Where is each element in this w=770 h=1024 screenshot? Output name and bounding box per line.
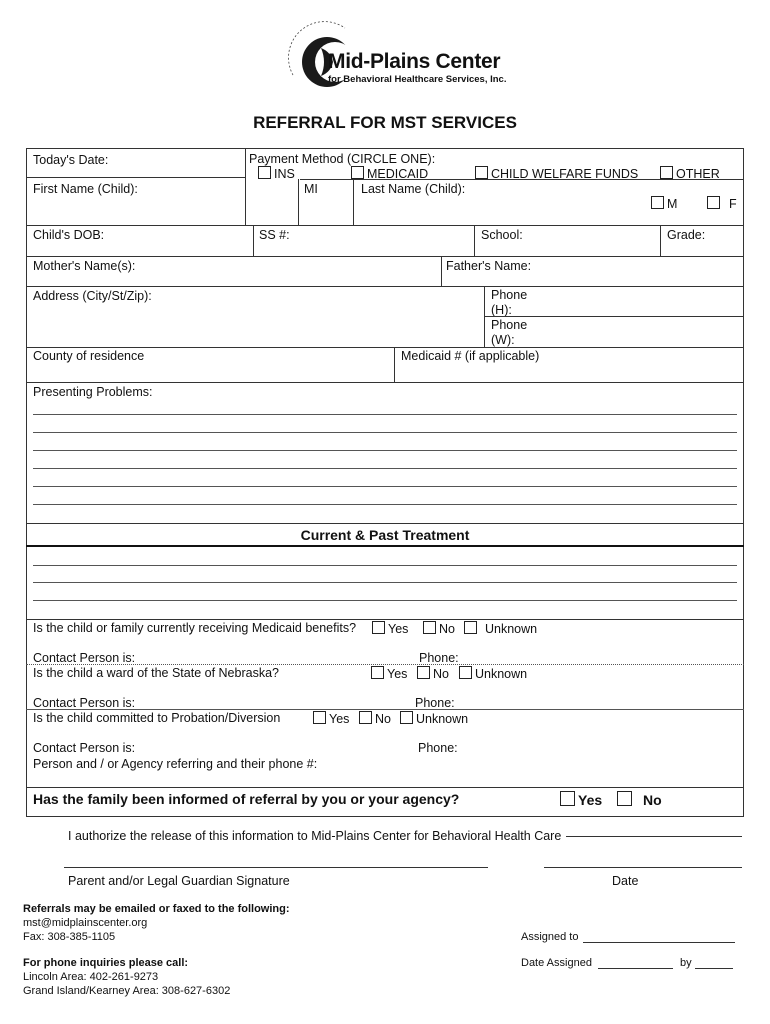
sex-f-option[interactable]: F <box>707 196 737 211</box>
ward-no-checkbox[interactable] <box>417 666 430 679</box>
probation-yes-option[interactable]: Yes <box>313 711 349 726</box>
contact-phone-3-label: Phone: <box>418 741 458 755</box>
payment-ins-option[interactable]: INS <box>258 166 295 181</box>
ward-question: Is the child a ward of the State of Nebraska? <box>33 666 279 680</box>
grade-label: Grade: <box>667 228 706 242</box>
lincoln-phone: Lincoln Area: 402-261-9273 <box>23 971 159 983</box>
f-checkbox[interactable] <box>707 196 720 209</box>
medicaid-yes-option[interactable]: Yes <box>372 621 408 636</box>
contact-person-1-label: Contact Person is: <box>33 651 136 665</box>
assigned-to-label: Assigned to <box>521 931 579 943</box>
last-name-label: Last Name (Child): <box>361 182 466 196</box>
dob-label: Child's DOB: <box>33 228 105 242</box>
medicaid-yes-checkbox[interactable] <box>372 621 385 634</box>
presenting-problems-label: Presenting Problems: <box>33 385 153 399</box>
probation-unknown-option[interactable]: Unknown <box>400 711 468 726</box>
cwf-checkbox[interactable] <box>475 166 488 179</box>
contact-phone-1-label: Phone: <box>419 651 459 665</box>
ward-unknown-option[interactable]: Unknown <box>459 666 527 681</box>
ward-yes-option[interactable]: Yes <box>371 666 407 681</box>
informed-no-option[interactable]: No <box>617 791 662 808</box>
authorization-text: I authorize the release of this information to Mid-Plains Center for Behavioral Health Care <box>68 829 562 843</box>
phone-work-label: Phone (W): <box>491 318 528 347</box>
presenting-line-3[interactable] <box>33 450 737 451</box>
logo-name: Mid-Plains Center <box>328 50 501 73</box>
treatment-line-1[interactable] <box>33 565 737 566</box>
date-assigned-label: Date Assigned <box>521 957 592 969</box>
medicaid-unknown-checkbox[interactable] <box>464 621 477 634</box>
payment-medicaid-option[interactable]: MEDICAID <box>351 166 428 181</box>
informed-yes-checkbox[interactable] <box>560 791 575 806</box>
presenting-line-5[interactable] <box>33 486 737 487</box>
payment-other-option[interactable]: OTHER <box>660 166 720 181</box>
school-label: School: <box>481 228 523 242</box>
assigned-to-line[interactable] <box>583 942 735 943</box>
presenting-line-6[interactable] <box>33 504 737 505</box>
probation-no-checkbox[interactable] <box>359 711 372 724</box>
date-label: Date <box>612 874 639 888</box>
probation-no-option[interactable]: No <box>359 711 391 726</box>
probation-unknown-checkbox[interactable] <box>400 711 413 724</box>
medicaid-no-option[interactable]: No <box>423 621 455 636</box>
ins-checkbox[interactable] <box>258 166 271 179</box>
email-heading: Referrals may be emailed or faxed to the following: <box>23 903 290 915</box>
date-line[interactable] <box>544 867 742 868</box>
by-line[interactable] <box>695 968 733 969</box>
mother-label: Mother's Name(s): <box>33 259 136 273</box>
date-assigned-line[interactable] <box>598 968 673 969</box>
ssn-label: SS #: <box>259 228 290 242</box>
probation-yes-checkbox[interactable] <box>313 711 326 724</box>
presenting-line-2[interactable] <box>33 432 737 433</box>
medicaid-no-checkbox[interactable] <box>423 621 436 634</box>
referrer-label: Person and / or Agency referring and their phone #: <box>33 757 318 771</box>
mi-label: MI <box>304 182 318 196</box>
probation-question: Is the child committed to Probation/Diversion <box>33 711 281 725</box>
first-name-label: First Name (Child): <box>33 182 138 196</box>
m-checkbox[interactable] <box>651 196 664 209</box>
signature-line[interactable] <box>64 867 488 868</box>
treatment-heading: Current & Past Treatment <box>300 527 470 543</box>
address-label: Address (City/St/Zip): <box>33 289 152 303</box>
phone-home-label: Phone (H): <box>491 288 528 317</box>
ward-unknown-checkbox[interactable] <box>459 666 472 679</box>
medicaid-checkbox[interactable] <box>351 166 364 179</box>
sex-m-option[interactable]: M <box>651 196 677 211</box>
treatment-line-2[interactable] <box>33 582 737 583</box>
grand-island-phone: Grand Island/Kearney Area: 308-627-6302 <box>23 985 231 997</box>
informed-no-checkbox[interactable] <box>617 791 632 806</box>
ward-yes-checkbox[interactable] <box>371 666 384 679</box>
contact-phone-2-label: Phone: <box>415 696 455 710</box>
authorization-line[interactable] <box>566 836 742 837</box>
phone-heading: For phone inquiries please call: <box>23 957 189 969</box>
todays-date-label: Today's Date: <box>33 153 109 167</box>
contact-person-2-label: Contact Person is: <box>33 696 136 710</box>
contact-person-3-label: Contact Person is: <box>33 741 136 755</box>
father-label: Father's Name: <box>446 259 532 273</box>
logo <box>285 20 507 105</box>
presenting-line-4[interactable] <box>33 468 737 469</box>
informed-yes-option[interactable]: Yes <box>560 791 602 808</box>
other-checkbox[interactable] <box>660 166 673 179</box>
presenting-line-1[interactable] <box>33 414 737 415</box>
informed-question: Has the family been informed of referral by you or your agency? <box>33 791 460 807</box>
email-address[interactable]: mst@midplainscenter.org <box>23 917 148 929</box>
fax-number: Fax: 308-385-1105 <box>23 931 116 943</box>
form-title: REFERRAL FOR MST SERVICES <box>253 113 517 132</box>
by-label: by <box>680 957 692 969</box>
payment-method-label: Payment Method (CIRCLE ONE): <box>249 152 436 166</box>
medicaid-number-label: Medicaid # (if applicable) <box>401 349 540 363</box>
medicaid-unknown-option[interactable]: Unknown <box>464 621 537 636</box>
county-label: County of residence <box>33 349 145 363</box>
logo-subtitle: for Behavioral Healthcare Services, Inc. <box>328 74 507 85</box>
payment-cwf-option[interactable]: CHILD WELFARE FUNDS <box>475 166 638 181</box>
signature-label: Parent and/or Legal Guardian Signature <box>68 874 290 888</box>
treatment-line-3[interactable] <box>33 600 737 601</box>
medicaid-question: Is the child or family currently receiving Medicaid benefits? <box>33 621 357 635</box>
ward-no-option[interactable]: No <box>417 666 449 681</box>
